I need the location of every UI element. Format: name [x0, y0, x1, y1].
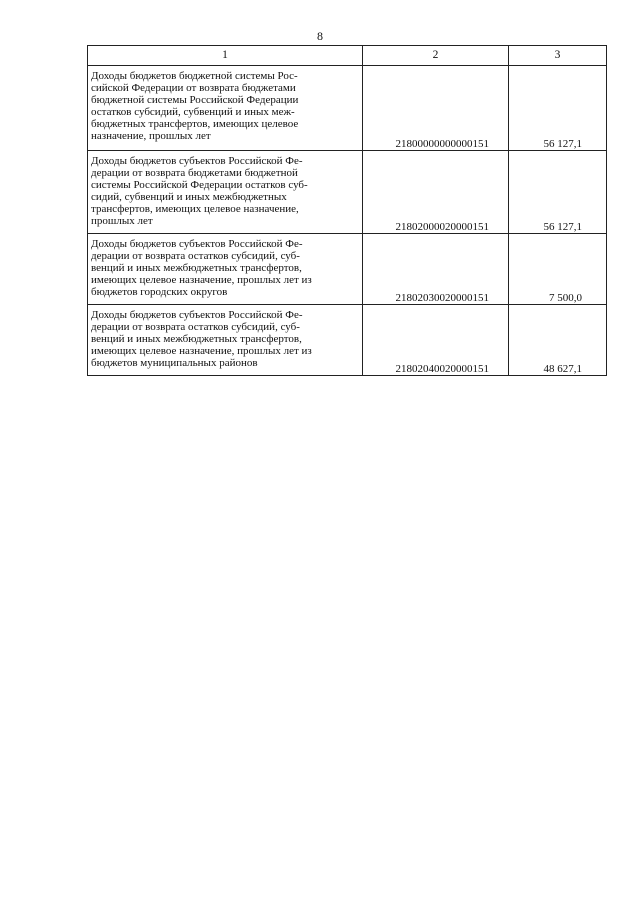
- table-row: [88, 151, 607, 234]
- description-line: системы Российской Федерации остатков суб-: [91, 179, 308, 191]
- table-row: [88, 305, 607, 376]
- amount-cell: 48 627,1: [509, 305, 607, 376]
- description-line: бюджетных трансфертов, имеющих целевое: [91, 118, 299, 130]
- amount-cell: 56 127,1: [509, 66, 607, 151]
- revenue-table: [87, 45, 607, 376]
- page-number: 8: [317, 29, 323, 43]
- description-cell: [88, 66, 363, 151]
- description-line: остатков субсидий, субвенций и иных меж-: [91, 106, 295, 118]
- table-row: [88, 66, 607, 151]
- description-line: имеющих целевое назначение, прошлых лет из: [91, 274, 312, 286]
- description-cell: [88, 234, 363, 305]
- table-header-row: [88, 46, 607, 66]
- description-line: Доходы бюджетов субъектов Российской Фе-: [91, 155, 303, 167]
- description-line: венций и иных межбюджетных трансфертов,: [91, 262, 302, 274]
- code-cell: 21802040020000151: [363, 305, 509, 376]
- description-line: сидий, субвенций и иных межбюджетных: [91, 191, 287, 203]
- description-line: венций и иных межбюджетных трансфертов,: [91, 333, 302, 345]
- description-cell: [88, 151, 363, 234]
- description-line: дерации от возврата бюджетами бюджетной: [91, 167, 298, 179]
- description-line: бюджетов муниципальных районов: [91, 357, 258, 369]
- column-header-3: 3: [509, 46, 607, 66]
- description-line: имеющих целевое назначение, прошлых лет из: [91, 345, 312, 357]
- amount-cell: 56 127,1: [509, 151, 607, 234]
- description-line: трансфертов, имеющих целевое назначение,: [91, 203, 299, 215]
- table-row: [88, 234, 607, 305]
- description-line: бюджетной системы Российской Федерации: [91, 94, 299, 106]
- code-cell: 21800000000000151: [363, 66, 509, 151]
- code-cell: 21802030020000151: [363, 234, 509, 305]
- column-header-2: 2: [363, 46, 509, 66]
- description-cell: [88, 305, 363, 376]
- code-cell: 21802000020000151: [363, 151, 509, 234]
- description-line: назначение, прошлых лет: [91, 130, 211, 142]
- description-line: сийской Федерации от возврата бюджетами: [91, 82, 296, 94]
- description-line: дерации от возврата остатков субсидий, суб-: [91, 250, 300, 262]
- description-line: прошлых лет: [91, 215, 153, 227]
- description-line: Доходы бюджетов субъектов Российской Фе-: [91, 238, 303, 250]
- amount-cell: 7 500,0: [509, 234, 607, 305]
- description-line: дерации от возврата остатков субсидий, суб-: [91, 321, 300, 333]
- description-line: Доходы бюджетов бюджетной системы Рос-: [91, 70, 298, 82]
- description-line: Доходы бюджетов субъектов Российской Фе-: [91, 309, 303, 321]
- description-line: бюджетов городских округов: [91, 286, 228, 298]
- column-header-1: 1: [88, 46, 363, 66]
